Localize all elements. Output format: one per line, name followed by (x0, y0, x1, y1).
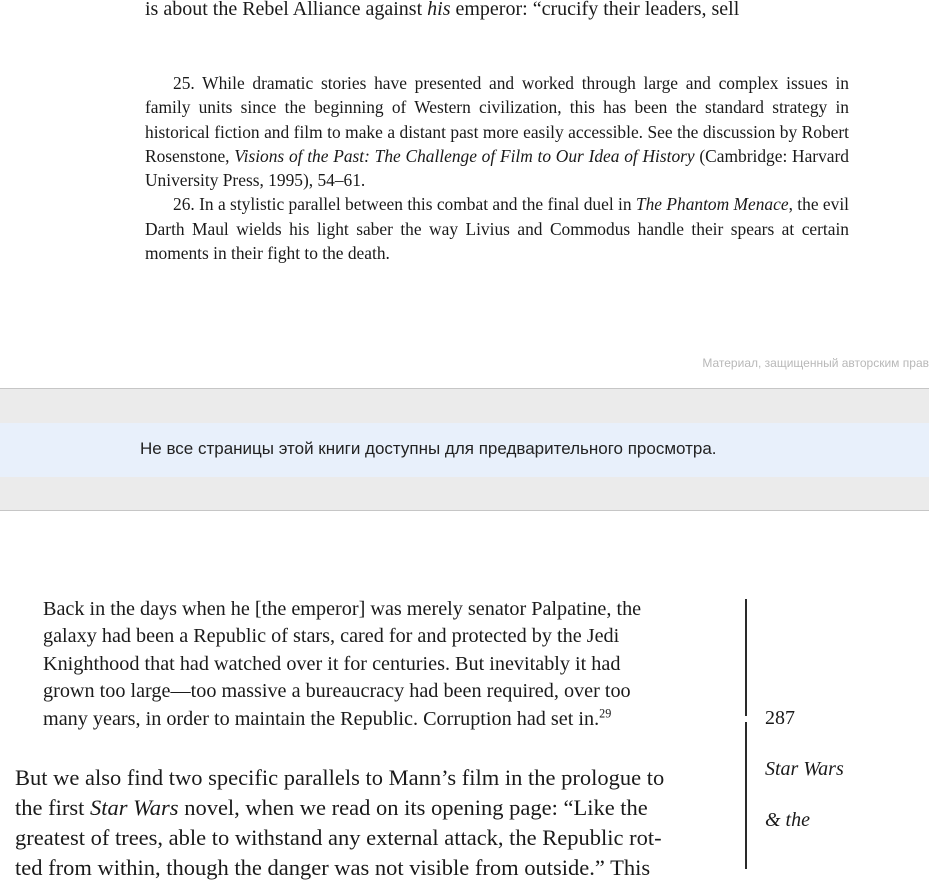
body-line (15, 793, 725, 823)
italic-text: his (427, 0, 451, 20)
quote-line (43, 706, 695, 733)
running-head: Star Wars (765, 758, 844, 780)
footnote-text: While dramatic stories have presented and worked through large and complex issues in family units since the beginning of Western civilization, this has been the standard strategy in historical fiction and film to make a distant past more easily accessible. See the discussion by Robert Rosenstone, (145, 73, 849, 166)
footnote-reference: 29 (599, 706, 612, 721)
footnote-number: 26. (173, 194, 195, 215)
text-segment: is about the Rebel Alliance against (145, 0, 428, 20)
quote-text: many years, in order to maintain the Republic. Corruption had set in. (43, 707, 600, 730)
footnote-text: (Cambridge: Harvard University Press, 1995), 54–61. (145, 145, 850, 191)
block-quote (43, 596, 695, 733)
body-paragraph (15, 763, 725, 883)
footnote-title: The Phantom Menace (635, 194, 789, 215)
page-separator (0, 388, 929, 511)
body-line: greatest of trees, able to withstand any external attack, the Republic rot- (15, 825, 662, 850)
body-line: But we also find two specific parallels to Mann’s film in the prologue to (15, 765, 665, 790)
text-segment: emperor: “crucify their leaders, sell (450, 0, 740, 20)
text-segment: the first (15, 795, 90, 820)
book-page-bottom (0, 511, 929, 880)
quote-line: galaxy had been a Republic of stars, cared for and protected by the Jedi (43, 625, 620, 648)
quote-line: Back in the days when he [the emperor] was merely senator Palpatine, the (43, 598, 642, 620)
footnote-26 (145, 192, 849, 265)
preview-notice-text: Не все страницы этой книги доступны для предварительного просмотра. (140, 439, 717, 458)
quote-line: grown too large—too massive a bureaucracy had been required, over too (43, 680, 631, 703)
footnote-text: , the evil Darth Maul wields his light saber the way Livius and Commodus handle their spears at certain moments in their fight to the death. (145, 194, 849, 264)
margin-rule (745, 599, 747, 869)
copyright-watermark: Материал, защищенный авторским прав (702, 356, 929, 370)
preview-notice-banner (0, 423, 929, 477)
footnote-number: 25. (173, 73, 195, 93)
footnote-25 (145, 71, 849, 192)
footnote-text: In a stylistic parallel between this combat and the final duel in (194, 194, 636, 215)
italic-text: Star Wars (89, 795, 179, 820)
footnote-title: Visions of the Past: The Challenge of Film to Our Idea of History (234, 145, 695, 166)
text-segment: novel, when we read on its opening page: “Like the (178, 795, 648, 820)
page-number: 287 (765, 707, 795, 729)
margin-rule-gap (745, 716, 747, 722)
book-page-top (0, 0, 929, 388)
running-head: & the (765, 809, 810, 831)
cut-off-text-line (145, 0, 865, 24)
quote-line: Knighthood that had watched over it for centuries. But inevitably it had (43, 652, 621, 675)
footnotes (145, 71, 849, 265)
body-line: ted from within, though the danger was not visible from outside.” This (15, 855, 651, 880)
